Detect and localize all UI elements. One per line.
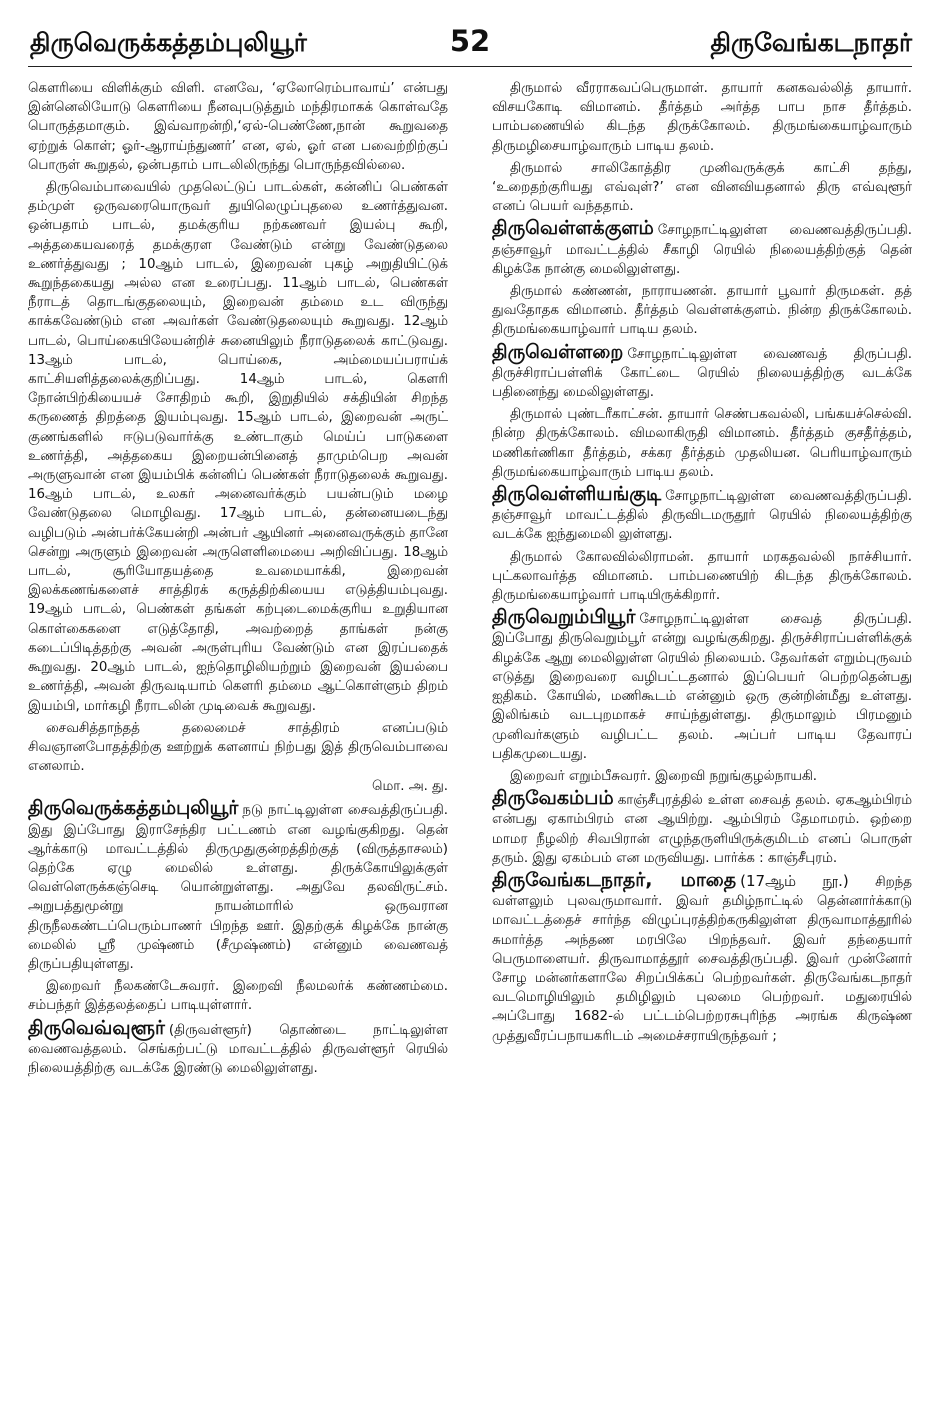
left-column <box>28 79 448 1081</box>
dictionary-entry <box>28 799 448 974</box>
right-column <box>492 79 912 1081</box>
paragraph-text: திருவெம்பாவையில் முதலெட்டுப் பாடல்கள், கன்னிப் பெண்கள் தம்முள் ஒருவரையொருவர் துயிலெழுப்புதலை உணர்த்துவன. ஒன்பதாம் பாடல், தமக்குரிய நற்கணவர் இயல்பு கூறி, அத்தகையவரைத் தமக்குரள வேண்டும் என்று வேண்டுதலை உணர்த்துவது ; 10ஆம் பாடல், இறைவன் புகழ் அறுதியிட்டுக் கூறுந்தகையது அல்ல என உரைப்பது. 11ஆம் பாடல், பெண்கள் நீராடத் தொடங்குதலையும், இறைவன் தம்மை உட விருந்து காக்கவேண்டும் என அவர்கள் வேண்டுதலையும் கூறுவது. 12ஆம் பாடல், பொய்கையிலேயன்றிச் சுனையிலும் நீராடுதலைக் காட்டுவது. 13ஆம் பாடல், பொய்கை, அம்மையப்பராய்க் காட்சியளித்தலைக்குறிப்பது. 14ஆம் பாடல், கௌரி நோன்பிற்கியையச் சோதிறம் கூறி, இறுதியில் சக்தியின் சிறந்த கருணைத் திறத்தை இயம்புவது. 15ஆம் பாடல், இறைவன் அருட் குணங்களில் ஈடுபடுவார்க்கு உண்டாகும் மெய்ப் பாடுகளை உணர்த்தி, அத்தகைய இறையன்பினைத் தாமும்பெற அவன் அருளுவான் என இயம்பிக் கன்னிப் பெண்கள் நீராடுதலைக் கூறுவது. 16ஆம் பாடல், உலகர் அனைவர்க்கும் பயன்படும் மழை வேண்டுதலை மொழிவது. 17ஆம் பாடல், தன்னையடைந்து வழிபடும் அன்பர்க்கேயன்றி அன்பர் ஆயினர் அனைவருக்கும் தானே சென்று அருளும் இறைவன் அருளெளிமையை அறிவிப்பது. 18ஆம் பாடல், சூரியோதயத்தை உவமையாக்கி, இறைவன் இலக்கணங்களைச் சாத்திரக் கருத்திற்கியைய எடுத்தியம்புவது. 19ஆம் பாடல், பெண்கள் தங்கள் கற்புடைமைக்குரிய உறுதியான கொள்கைகளை எடுத்தோதி, அவற்றைத் தாங்கள் நன்கு கடைப்பிடித்தற்கு அவன் அருள்புரிய வேண்டும் என இரப்பதைக் கூறுவது. 20ஆம் பாடல், ஐந்தொழிலியற்றும் இறைவன் இயல்பை உணர்த்தி, அவன் திருவடியாம் கௌரி தம்மை ஆட்கொள்ளும் திறம் இயம்பி, மார்கழி நீராடலின் முடிவைக் கூறுவது. <box>28 180 448 714</box>
paragraph <box>28 178 448 716</box>
paragraph <box>492 79 912 156</box>
paragraph-text: திருமால் கோலவில்லிராமன். தாயார் மரகதவல்லி நாச்சியார். புட்கலாவர்த்த விமானம். பாம்பணையிற் கிடந்த திருக்கோலம். திருமங்கையாழ்வார் பாடியிருக்கிறார். <box>492 549 912 604</box>
page-header <box>28 22 912 67</box>
paragraph-text: சோழநாட்டிலுள்ள வைணவத் திருப்பதி. திருச்சிராப்பள்ளிக் கோட்டை ரெயில் நிலையத்திற்கு வடக்கே பதினைந்து மைலிலுள்ளது. <box>492 346 912 401</box>
dictionary-entry <box>492 608 912 764</box>
paragraph-text: காஞ்சீபுரத்தில் உள்ள சைவத் தலம். ஏகஆம்பிரம் என்பது ஏகாம்பிரம் என ஆயிற்று. ஆம்பிரம் தேமாமரம். ஒற்றை மாமர நீழலிற் சிவபிரான் எழுந்தருளியிருக்குமிடம் எனப் பொருள் தரும். இது ஏகம்பம் என மருவியது. பார்க்க : காஞ்சீபுரம். <box>492 793 912 866</box>
dictionary-entry <box>492 868 912 1046</box>
entry-headword: திருவேகம்பம் <box>492 787 614 810</box>
paragraph <box>492 159 912 217</box>
paragraph-text: கௌரியை விளிக்கும் விளி. எனவே, ‘ஏலோரெம்பாவாய்’ என்பது இன்னெலியோடு கௌரியை நீனவுபடுத்தும் மந்திரமாகக் கொள்வதே பொருத்தமாகும். இவ்வாறன்றி,‘ஏல்-பெண்ணே,நான் கூறுவதை ஏற்றுக் கொள்; ஓர்-ஆராய்ந்துணர்’ என, ஏல், ஓர் என பவைற்றிற்குப் பொருள் கூறுதல், ஒன்பதாம் பாடலிலிருந்து பொருந்தவில்லை. <box>28 81 448 173</box>
paragraph-text: (திருவள்ளூர்) தொண்டை நாட்டிலுள்ள வைணவத்தலம். செங்கற்பட்டு மாவட்டத்தில் திருவள்ளூர் ரெயில் நிலையத்திற்கு வடக்கே இரண்டு மைலிலுள்ளது. <box>28 1022 448 1076</box>
paragraph <box>28 719 448 777</box>
paragraph <box>28 79 448 175</box>
paragraph-text: திருமால் வீரராகவப்பெருமாள். தாயார் கனகவல்லித் தாயார். விசயகோடி விமானம். தீர்த்தம் அர்த்த பாப நாச தீர்த்தம். பாம்பணையில் கிடந்த திருக்கோலம். திருமங்கையாழ்வாரும் திருமழிசையாழ்வாரும் பாடிய தலம். <box>492 81 912 154</box>
paragraph-text: இறைவர் நீலகண்டேசுவரர். இறைவி நீலமலர்க் கண்ணம்மை. சம்பந்தர் இத்தலத்தைப் பாடியுள்ளார். <box>28 979 448 1014</box>
paragraph-text: சைவசித்தாந்தத் தலைமைச் சாத்திரம் எனப்படும் சிவஞானபோதத்திற்கு ஊற்றுக் களனாய் நிற்பது இத் திருவெம்பாவை எனலாம். <box>28 720 448 775</box>
entry-headword: திருவேங்கடநாதர், மாதை <box>492 868 737 891</box>
paragraph-text: திருமால் கண்ணன், நாராயணன். தாயார் பூவார் திருமகள். தத் துவதோதக விமானம். தீர்த்தம் வெள்ளக்குளம். நின்ற திருக்கோலம். திருமங்கையாழ்வார் பாடிய தலம். <box>492 284 912 338</box>
dictionary-entry <box>492 340 912 403</box>
entry-headword: திருவெவ்வுளூர் <box>28 1016 165 1039</box>
entry-headword: திருவெள்ளியங்குடி <box>492 483 662 506</box>
paragraph-text: நடு நாட்டிலுள்ள சைவத்திருப்பதி. இது இப்போது இராசேந்திர பட்டணம் என வழங்குகிறது. தென் ஆர்க்காடு மாவட்டத்தில் திருமுதுகுன்றத்திற்குத் (விருத்தாசலம்) தெற்கே ஏழு மைலில் உள்ளது. திருக்கோயிலுக்குள் வெள்ளெருக்கஞ்செடி யொன்றுள்ளது. அதுவே தலவிருட்சம். அறுபத்துமூன்று நாயன்மாரில் ஒருவரான திருநீலகண்டப்பெரும்பாணர் பிறந்த ஊர். இதற்குக் கிழக்கே நான்கு மைலில் ஸ்ரீ முஷ்ணம் (சீமுஷ்ணம்) என்னும் வைணவத் திருப்பதியுள்ளது. <box>28 803 448 972</box>
dictionary-entry <box>492 485 912 545</box>
dictionary-entry <box>492 789 912 868</box>
header-right-title: திருவேங்கடநாதர் <box>710 28 912 57</box>
paragraph-text: சோழநாட்டிலுள்ள வைணவத்திருப்பதி. தஞ்சாவூர் மாவட்டத்தில் திருவிடமருதூர் ரெயில் நிலையத்திற்கு வடக்கே ஐந்துமைலி லுள்ளது. <box>492 489 912 543</box>
paragraph <box>28 977 448 1015</box>
paragraph-text: சோழநாட்டிலுள்ள சைவத் திருப்பதி. இப்போது திருவெறும்பூர் என்று வழங்குகிறது. திருச்சிராப்பள்ளிக்குக் கிழக்கே ஆறு மைலிலுள்ள ரெயில் நிலையம். தேவர்கள் எறும்புருவம் எடுத்து இறைவரை வழிபட்டதனால் இப்பெயர் பெற்றதென்பது ஐதிகம். கோயில், மணிகூடம் என்னும் ஒரு குன்றின்மீது உள்ளது. இலிங்கம் வடபுறமாகச் சாய்ந்துள்ளது. திருமாலும் பிரமனும் முனிவர்களும் வழிபட்ட தலம். அப்பர் பாடிய தேவாரப் பதிகமுடையது. <box>492 612 912 762</box>
page-number: 52 <box>449 24 491 58</box>
entry-period: (17ஆம் நூ.) <box>740 871 876 890</box>
header-left-title: திருவெருக்கத்தம்புலியூர் <box>30 28 307 57</box>
entry-headword: திருவெருக்கத்தம்புலியூர் <box>28 797 239 820</box>
two-column-body <box>28 79 912 1081</box>
paragraph <box>492 767 912 786</box>
paragraph <box>492 548 912 606</box>
paragraph-text: திருமால் சாலிகோத்திர முனிவருக்குக் காட்சி தந்து, ‘உறைதற்குரியது எவ்வுள்?’ என வினவியதனால் திரு எவ்வுளூர் எனப் பெயர் வந்ததாம். <box>492 160 912 215</box>
entry-headword: திருவெள்ளக்குளம் <box>492 217 654 240</box>
paragraph-text: இறைவர் எறும்பீசுவரர். இறைவி நறுங்குழல்நாயகி. <box>510 768 818 784</box>
paragraph <box>492 405 912 482</box>
dictionary-entry <box>492 219 912 279</box>
paragraph-text: சோழநாட்டிலுள்ள வைணவத்திருப்பதி. தஞ்சாவூர் மாவட்டத்தில் சீகாழி ரெயில் நிலையத்திற்குத் தென் கிழக்கே நான்கு மைலிலுள்ளது. <box>492 223 912 277</box>
author-signature: மொ. அ. து. <box>372 779 448 795</box>
paragraph-text: சிறந்த வள்ளலும் புலவருமாவார். இவர் தமிழ்நாட்டில் தென்னார்க்காடு மாவட்டத்தைச் சார்ந்த விழுப்புரத்திற்கருகிலுள்ள திருவாமாத்தூரில் சுமார்த்த அந்தண மரபிலே பிறந்தவர். இவர் தந்தையார் பெருமாளையர். திருவாமாத்தூர் சைவத்திருப்பதி. இவர் முன்னோர் சோழ மன்னர்களாலே சிறப்பிக்கப் பெற்றவர்கள். திருவேங்கடநாதர் வடமொழியிலும் தமிழிலும் புலமை பெற்றவர். மதுரையில் அப்போது 1682-ல் பட்டம்பெற்றரசுபுரிந்த அரங்க கிருஷ்ண முத்துவீரப்பநாயகரிடம் அமைச்சராயிருந்தவர் ; <box>492 874 912 1044</box>
entry-headword: திருவெள்ளறை <box>492 340 624 363</box>
paragraph-text: திருமால் புண்டரீகாட்சன். தாயார் செண்பகவல்லி, பங்கயச்செல்வி. நின்ற திருக்கோலம். விமலாகிருதி விமானம். தீர்த்தம் குசதீர்த்தம், மணிகர்ணிகா தீர்த்தம், சக்கர தீர்த்தம் முதலியன. பெரியாழ்வாரும் திருமங்கையாழ்வாரும் பாடிய தலம். <box>492 407 912 480</box>
entry-headword: திருவெறும்பியூர் <box>492 606 636 629</box>
paragraph <box>492 282 912 340</box>
dictionary-entry <box>28 1016 448 1079</box>
